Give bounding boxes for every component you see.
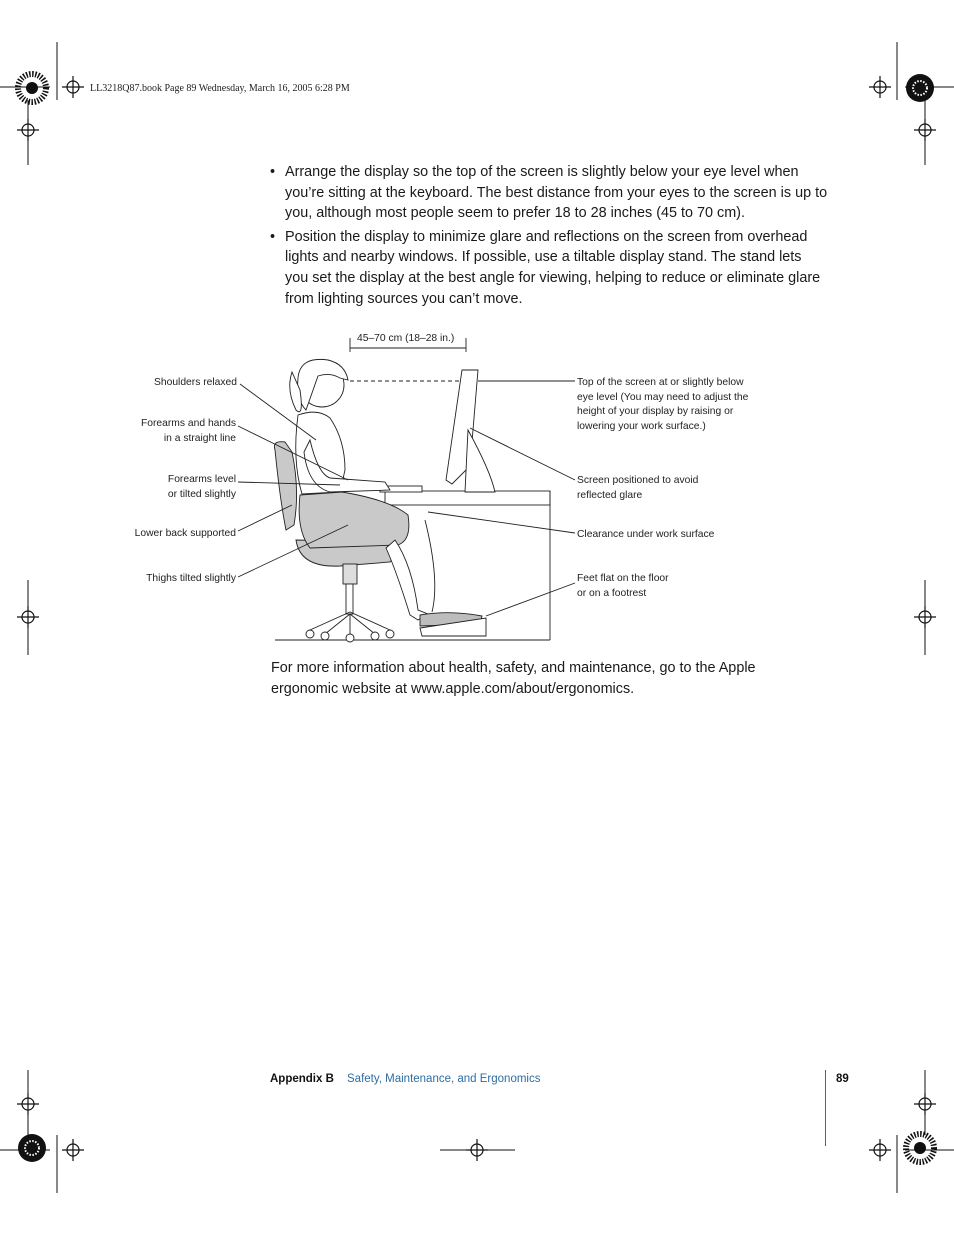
- list-item: • Arrange the display so the top of the screen is slightly below your eye level when you’re sitting at the keyboard. The best distance from your eyes to the screen is up to you, although most people seem to prefer 18 to 28 inches (45 to 70 cm).: [270, 164, 828, 222]
- list-item: • Position the display to minimize glare and reflections on the screen from overhead lights and nearby windows. If possible, use a tiltable display stand. The stand lets you set the display at the best angle for viewing, helping to reduce or eliminate glare from lighting sources you can’t move.: [270, 228, 821, 307]
- clearance-label: Clearance under work surface: [577, 529, 715, 540]
- screen-glare-label: Screen positioned to avoid reflected glare: [577, 475, 699, 501]
- thighs-label: Thighs tilted slightly: [146, 573, 236, 584]
- footer-divider: [825, 1070, 826, 1146]
- distance-label: 45–70 cm (18–28 in.): [357, 333, 455, 344]
- feet-label: Feet flat on the floor or on a footrest: [577, 573, 669, 599]
- forearms-level-label: Forearms level or tilted slightly: [167, 474, 236, 500]
- footer-appendix: Appendix B: [270, 1073, 334, 1085]
- lower-back-label: Lower back supported: [134, 528, 236, 539]
- shoulders-label: Shoulders relaxed: [154, 377, 237, 388]
- document-slug: LL3218Q87.book Page 89 Wednesday, March 16, 2005 6:28 PM: [90, 83, 350, 94]
- more-info-paragraph: For more information about health, safety, and maintenance, go to the Apple ergonomic website at www.apple.com/about/ergonomics.: [271, 660, 756, 697]
- page-number: 89: [836, 1073, 849, 1085]
- forearms-hands-label: Forearms and hands in a straight line: [140, 418, 236, 444]
- top-of-screen-label: Top of the screen at or slightly below eye level (You may need to adjust the height of your display by raising or lowering your work surface.): [577, 377, 749, 433]
- footer-chapter-title: Safety, Maintenance, and Ergonomics: [347, 1073, 541, 1085]
